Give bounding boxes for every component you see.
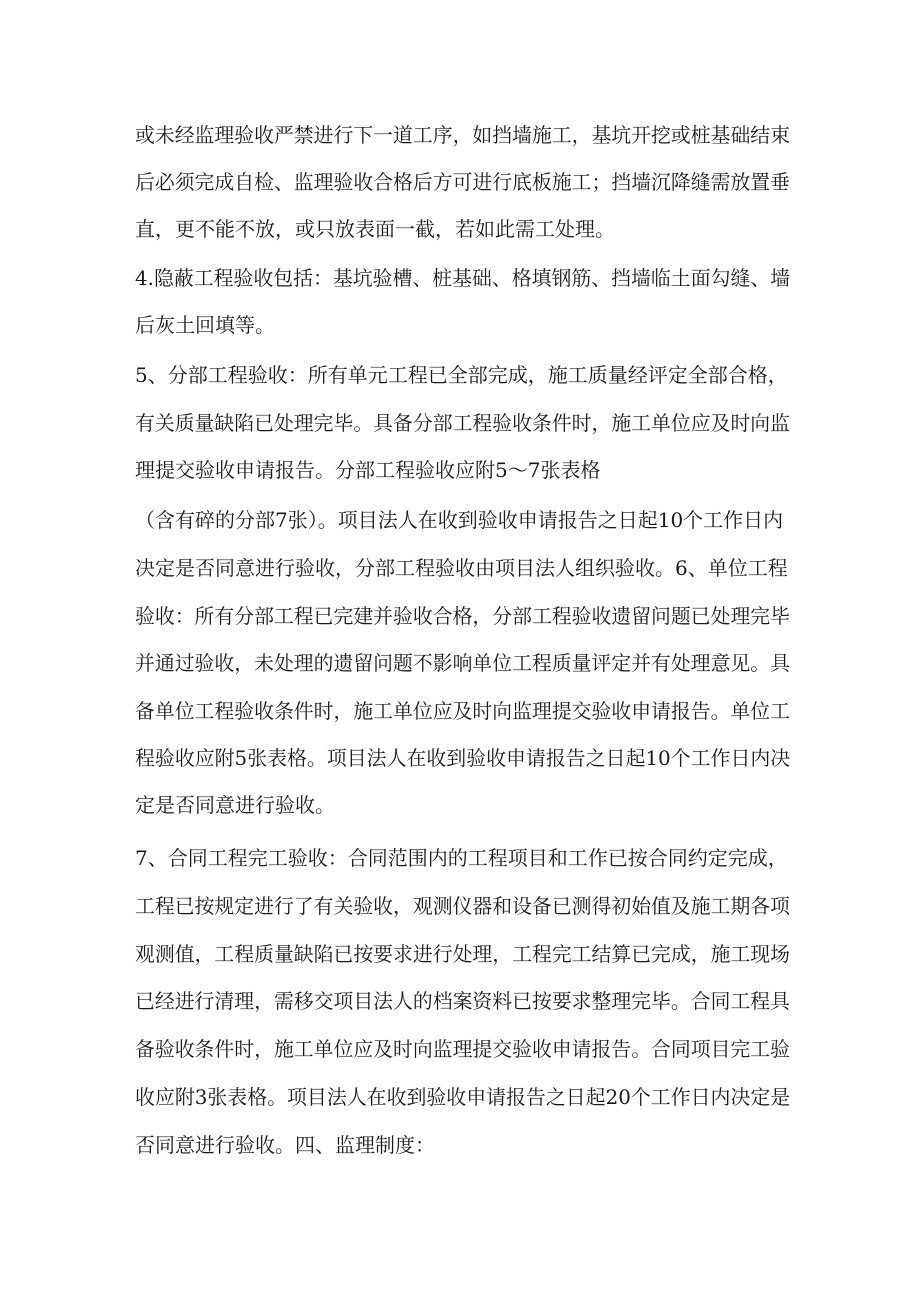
text-line: 决定是否同意进行验收，分部工程验收由项目法人组织验收。6、单位工程 bbox=[135, 556, 788, 580]
text-line: 后必须完成自检、监理验收合格后方可进行底板施工；挡墙沉降缝需放置垂 bbox=[135, 170, 790, 194]
text-line: （含有碎的分部7张）。项目法人在收到验收申请报告之日起10个工作日内 bbox=[135, 508, 784, 532]
text-line: 收应附3张表格。项目法人在收到验收申请报告之日起20个工作日内决定是 bbox=[135, 1085, 791, 1109]
text-line: 理提交验收申请报告。分部工程验收应附5〜7张表格 bbox=[135, 458, 601, 482]
text-line: 备验收条件时，施工单位应及时向监理提交验收申请报告。合同项目完工验 bbox=[135, 1037, 790, 1061]
text-line: 5、分部工程验收：所有单元工程已全部完成，施工质量经评定全部合格， bbox=[135, 363, 788, 387]
text-line: 后灰土回填等。 bbox=[135, 313, 275, 337]
text-line: 观测值，工程质量缺陷已按要求进行处理，工程完工结算已完成，施工现场 bbox=[135, 942, 790, 966]
text-line: 程验收应附5张表格。项目法人在收到验收申请报告之日起10个工作日内决 bbox=[135, 746, 791, 770]
text-line: 直，更不能不放，或只放表面一截，若如此需工处理。 bbox=[135, 217, 615, 241]
text-line: 或未经监理验收严禁进行下一道工序，如挡墙施工，基坑开挖或桩基础结束 bbox=[135, 123, 790, 147]
text-line: 备单位工程验收条件时，施工单位应及时向监理提交验收申请报告。单位工 bbox=[135, 699, 790, 723]
text-line: 7、合同工程完工验收：合同范围内的工程项目和工作已按合同约定完成， bbox=[135, 846, 788, 870]
text-line: 4.隐蔽工程验收包括：基坑验槽、桩基础、格填钢筋、挡墙临土面勾缝、墙 bbox=[135, 266, 791, 290]
text-line: 有关质量缺陷已处理完毕。具备分部工程验收条件时，施工单位应及时向监 bbox=[135, 411, 790, 435]
text-line: 已经进行清理，需移交项目法人的档案资料已按要求整理完毕。合同工程具 bbox=[135, 989, 790, 1013]
text-line: 验收：所有分部工程已完建并验收合格，分部工程验收遗留问题已处理完毕 bbox=[135, 604, 790, 628]
text-line: 工程已按规定进行了有关验收，观测仪器和设备已测得初始值及施工期各项 bbox=[135, 894, 790, 918]
text-line: 否同意进行验收。四、监理制度： bbox=[135, 1133, 435, 1157]
text-line: 并通过验收，未处理的遗留问题不影响单位工程质量评定并有处理意见。具 bbox=[135, 651, 790, 675]
text-line: 定是否同意进行验收。 bbox=[135, 793, 335, 817]
